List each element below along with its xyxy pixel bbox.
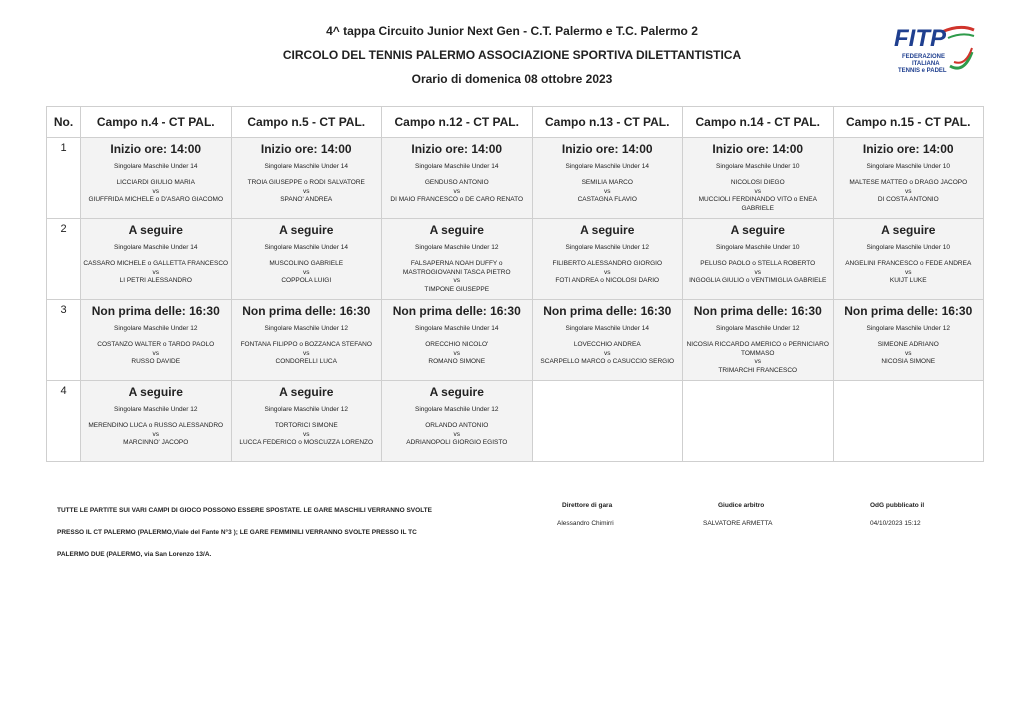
match-row [47,300,984,381]
player-one: NICOSIA RICCARDO AMERICO o PERNICIARO TOMMASO [686,341,829,357]
match-players [685,260,831,286]
match-cell [532,219,683,300]
row-number: 4 [47,381,81,462]
player-two: ROMANO SIMONE [428,358,486,365]
match-cell [532,300,683,381]
match-time: Inizio ore: 14:00 [712,142,804,156]
player-one: ORLANDO ANTONIO [425,422,489,429]
player-one: LOVECCHIO ANDREA [573,341,641,348]
match-cell [231,138,382,219]
logo-text: FITP [894,25,946,52]
match-category: Singolare Maschile Under 10 [716,244,800,251]
player-one: NICOLOSI DIEGO [730,179,785,186]
empty-slot [833,381,984,462]
versus-label: vs [453,430,460,438]
player-one: FALSAPERNA NOAH DUFFY o MASTROGIOVANNI TASCA PIETRO [402,260,511,276]
col-court-14: Campo n.14 - CT PAL. [683,107,834,138]
match-cell [382,300,533,381]
versus-label: vs [152,187,159,195]
versus-label: vs [152,349,159,357]
match-players [535,341,681,367]
player-one: FILIBERTO ALESSANDRO GIORGIO [552,260,663,267]
match-time: A seguire [279,385,334,399]
match-players [384,260,530,294]
row-number: 2 [47,219,81,300]
match-category: Singolare Maschile Under 12 [415,244,499,251]
match-row [47,138,984,219]
col-court-4: Campo n.4 - CT PAL. [81,107,232,138]
published-value: 04/10/2023 15:12 [870,520,921,527]
match-category: Singolare Maschile Under 12 [264,325,348,332]
col-court-12: Campo n.12 - CT PAL. [382,107,533,138]
versus-label: vs [453,277,460,284]
player-one: CASSARO MICHELE o GALLETTA FRANCESCO [83,260,229,267]
match-time: A seguire [429,223,484,237]
col-court-5: Campo n.5 - CT PAL. [231,107,382,138]
versus-label: vs [754,268,761,276]
col-court-15: Campo n.15 - CT PAL. [833,107,984,138]
match-category: Singolare Maschile Under 14 [415,325,499,332]
match-time: A seguire [881,223,936,237]
match-cell [683,138,834,219]
director-label: Direttore di gara [562,502,613,509]
match-time: Non prima delle: 16:30 [392,304,521,318]
schedule-date: Orario di domenica 08 ottobre 2023 [411,72,613,86]
match-time: A seguire [128,385,183,399]
schedule-table [46,106,984,462]
match-category: Singolare Maschile Under 14 [415,163,499,170]
player-two: ADRIANOPOLI GIORGIO EGISTO [406,439,508,446]
logo-sub3: TENNIS e PADEL [898,68,947,74]
player-one: LICCIARDI GIULIO MARIA [116,179,195,186]
referee-value: SALVATORE ARMETTA [703,520,773,527]
match-category: Singolare Maschile Under 10 [866,244,950,251]
player-one: COSTANZO WALTER o TARDO PAOLO [97,341,215,348]
match-players [83,179,229,205]
match-category: Singolare Maschile Under 12 [866,325,950,332]
player-two: LUCCA FEDERICO o MOSCUZZA LORENZO [239,439,374,446]
logo-sub1: FEDERAZIONE [902,54,946,60]
player-one: ORECCHIO NICOLO' [425,341,489,348]
player-two: DI COSTA ANTONIO [877,196,939,203]
notes-line-1: TUTTE LE PARTITE SUI VARI CAMPI DI GIOCO POSSONO ESSERE SPOSTATE. LE GARE MASCHILI VERRANNO SVOLTE [57,507,432,514]
match-time: Inizio ore: 14:00 [561,142,653,156]
match-category: Singolare Maschile Under 10 [866,163,950,170]
player-two: SCARPELLO MARCO o CASUCCIO SERGIO [540,358,675,365]
notes-line-3: PALERMO DUE (PALERMO, via San Lorenzo 13/A. [57,551,212,558]
match-time: Inizio ore: 14:00 [260,142,352,156]
published-label: OdG pubblicato il [870,502,925,509]
match-category: Singolare Maschile Under 12 [114,325,198,332]
empty-slot [532,381,683,462]
match-category: Singolare Maschile Under 12 [114,406,198,413]
player-two: TRIMARCHI FRANCESCO [718,366,798,374]
versus-label: vs [604,349,611,357]
player-two: NICOSIA SIMONE [881,358,936,365]
versus-label: vs [905,187,912,195]
match-cell [833,300,984,381]
match-time: Inizio ore: 14:00 [411,142,503,156]
header-row [47,107,984,138]
versus-label: vs [152,430,159,438]
match-players [83,422,229,448]
match-cell [382,138,533,219]
player-one: GENDUSO ANTONIO [424,179,489,186]
notes-line-2: PRESSO IL CT PALERMO (PALERMO,Viale del Fante N°3 ); LE GARE FEMMINILI VERRANNO SVOLTE PRESSO IL TC [57,529,417,536]
player-one: SEMILIA MARCO [581,179,633,186]
match-time: Non prima delle: 16:30 [844,304,973,318]
match-time: A seguire [580,223,635,237]
match-cell [81,219,232,300]
player-two: GIUFFRIDA MICHELE o D'ASARO GIACOMO [88,196,223,203]
player-two: TIMPONE GIUSEPPE [424,285,490,293]
versus-label: vs [453,187,460,195]
fitp-logo [890,22,976,78]
player-two: MUCCIOLI FERDINANDO VITO o ENEA GABRIELE [698,196,817,212]
director-value: Alessandro Chimirri [557,520,614,527]
player-two: COPPOLA LUIGI [281,277,332,284]
versus-label: vs [604,187,611,195]
player-one: MERENDINO LUCA o RUSSO ALESSANDRO [88,422,224,429]
match-time: Inizio ore: 14:00 [862,142,954,156]
match-cell [683,219,834,300]
match-players [384,179,530,205]
match-cell [231,219,382,300]
player-one: PELUSO PAOLO o STELLA ROBERTO [700,260,816,267]
match-category: Singolare Maschile Under 12 [415,406,499,413]
match-category: Singolare Maschile Under 10 [716,163,800,170]
match-players [836,341,982,367]
match-category: Singolare Maschile Under 14 [114,163,198,170]
match-cell [532,138,683,219]
row-number: 1 [47,138,81,219]
versus-label: vs [604,268,611,276]
versus-label: vs [754,358,761,365]
player-two: MARCINNO' JACOPO [123,439,189,446]
match-category: Singolare Maschile Under 14 [565,163,649,170]
match-players [685,341,831,375]
player-two: KUIJT LUKE [889,277,927,284]
match-time: A seguire [429,385,484,399]
match-row [47,381,984,462]
player-two: LI PETRI ALESSANDRO [119,277,192,284]
match-category: Singolare Maschile Under 14 [264,163,348,170]
player-one: SIMEONE ADRIANO [877,341,939,348]
versus-label: vs [453,349,460,357]
player-one: FONTANA FILIPPO o BOZZANCA STEFANO [240,341,372,348]
player-one: MALTESE MATTEO o DRAGO JACOPO [849,179,968,186]
player-one: MUSCOLINO GABRIELE [269,260,344,267]
versus-label: vs [754,187,761,195]
match-cell [683,300,834,381]
match-time: A seguire [279,223,334,237]
match-cell [81,138,232,219]
match-cell [231,300,382,381]
footer-notes [57,500,487,566]
match-time: Non prima delle: 16:30 [91,304,220,318]
match-time: A seguire [730,223,785,237]
referee-label: Giudice arbitro [718,502,765,509]
match-row [47,219,984,300]
match-players [535,260,681,286]
match-cell [382,381,533,462]
empty-slot [683,381,834,462]
row-number: 3 [47,300,81,381]
match-players [685,179,831,213]
player-one: TROIA GIUSEPPE o RODI SALVATORE [247,179,365,186]
logo-sub2: ITALIANA [912,61,940,67]
match-players [384,341,530,367]
club-name: CIRCOLO DEL TENNIS PALERMO ASSOCIAZIONE SPORTIVA DILETTANTISTICA [282,48,742,62]
versus-label: vs [905,349,912,357]
player-two: FOTI ANDREA o NICOLOSI DARIO [555,277,660,284]
match-category: Singolare Maschile Under 14 [264,244,348,251]
match-category: Singolare Maschile Under 12 [716,325,800,332]
match-cell [81,381,232,462]
match-time: Inizio ore: 14:00 [110,142,202,156]
match-time: Non prima delle: 16:30 [693,304,822,318]
match-category: Singolare Maschile Under 14 [114,244,198,251]
player-one: TORTORICI SIMONE [274,422,338,429]
match-time: Non prima delle: 16:30 [242,304,371,318]
player-two: SPANO' ANDREA [280,196,333,203]
match-category: Singolare Maschile Under 12 [264,406,348,413]
match-players [83,341,229,367]
col-court-13: Campo n.13 - CT PAL. [532,107,683,138]
match-players [535,179,681,205]
player-two: DI MAIO FRANCESCO o DE CARO RENATO [390,196,524,203]
match-players [234,341,380,367]
col-number-header: No. [47,107,81,138]
match-time: Non prima delle: 16:30 [543,304,672,318]
match-time: A seguire [128,223,183,237]
player-two: CASTAGNA FLAVIO [577,196,637,203]
match-cell [833,219,984,300]
match-players [234,179,380,205]
match-cell [833,138,984,219]
match-players [234,422,380,448]
versus-label: vs [303,349,310,357]
versus-label: vs [303,430,310,438]
match-players [836,179,982,205]
match-players [836,260,982,286]
match-cell [81,300,232,381]
tournament-title: 4^ tappa Circuito Junior Next Gen - C.T. Palermo e T.C. Palermo 2 [326,24,698,38]
versus-label: vs [905,268,912,276]
match-players [384,422,530,448]
player-two: CONDORELLI LUCA [275,358,337,365]
player-two: RUSSO DAVIDE [131,358,181,365]
versus-label: vs [152,268,159,276]
match-cell [382,219,533,300]
match-cell [231,381,382,462]
match-players [234,260,380,286]
versus-label: vs [303,268,310,276]
match-category: Singolare Maschile Under 14 [565,325,649,332]
match-players [83,260,229,286]
player-two: INGOGLIA GIULIO o VENTIMIGLIA GABRIELE [689,277,827,284]
match-category: Singolare Maschile Under 12 [565,244,649,251]
player-one: ANGELINI FRANCESCO o FEDE ANDREA [845,260,972,267]
versus-label: vs [303,187,310,195]
